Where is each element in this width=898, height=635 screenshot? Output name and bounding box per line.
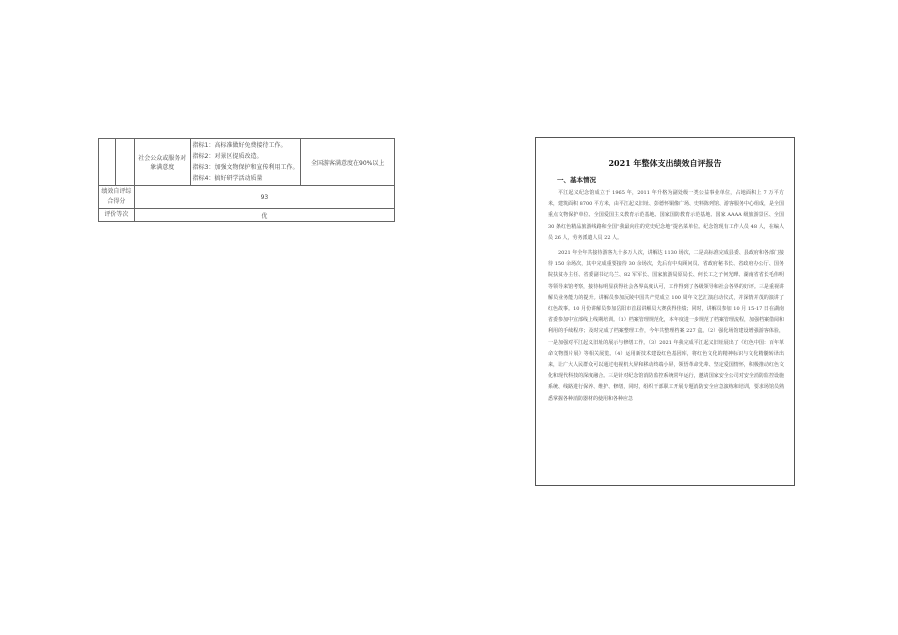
indicator-2: 指标2：对景区提质改造。: [192, 153, 263, 160]
grade-label: 评价等次: [99, 209, 135, 222]
indicator-row: [99, 139, 395, 186]
section-heading: 一、基本情况: [557, 176, 596, 184]
category-label: 社会公众或服务对象满意度: [138, 155, 187, 171]
paragraph: 2021 年全年共接待游客九十多万人次，讲解达 1130 场次，二是高标准完成县委、县政府和各部门接待 150 余场次，其中完成重要接待 30 余场次，先后有中央顾问员、省政府秘书长、省政府办公厅、国务院扶贫办主任、省委副书记乌兰、82 军军长、国家旅游局原局长、何长工之子何光曄、湖南省省长毛伟明等领导来馆考察，接待标明显获得社会各界高度认可，工作得到了各级领导和社会各界的好评。三是重视讲解员业务能力的提升。讲解员参加沅陵中国共产党成立 100 周年文艺汇演启动仪式，并深情并茂的演讲了红色故事。10 月份讲解员参加岳阳市首届讲解员大赛获得佳绩；同时，讲解员参加 10 月 15-17 日在湖南省委参加中宣部线上线期培训。（1）档案管理规范化，本年度进一步规范了档案管理流程，加强档案借阅和利用的手续程序；及时完成了档案整理工作，今年共整理档案 227 盒。（2）强化场馆建设增强游客体验，一是加强对平江起义旧址的展示与修缮工作。（3）2021 年我完成平江起义旧址展出了《红色中国：百年革命文物图片展》等相关展览。（4）运用新技术建设红色基因库，将红色文化的精神标识与文化精髓转译出来，让广大人民群众可以通过电视机大屏和移动终端小屏，领悟革命先辈、坚定爱国情怀，积极推动红色文化和现代科技的深度融合。三是针对纪念馆消防监控系统常年运行，邀请国家安全公司对安全消防监控设施系统、线路进行保养、维护、修缮，同时，组织干部职工开展专题消防安全应急演练和培训，要求场馆员熟悉掌握各种消防器材的使用和各种应急: [548, 250, 784, 402]
report-body: [548, 188, 784, 405]
grade-value: 优: [134, 209, 394, 222]
indicators-cell: [190, 139, 301, 186]
indicator-4: 指标4：搞好研学活动质量: [192, 175, 263, 182]
score-row: [99, 186, 395, 209]
score-value: 93: [134, 186, 394, 209]
blank-cell: [99, 139, 116, 186]
indicator-1: 指标1：高标准做好免费接待工作。: [192, 142, 287, 149]
report-page: [535, 137, 795, 486]
score-label: 绩效自评综合得分: [99, 186, 135, 209]
category-cell: [134, 139, 190, 186]
grade-row: [99, 209, 395, 222]
blank-cell: [115, 139, 134, 186]
target-text: 全国游客满意度在90%以上: [311, 159, 385, 167]
indicator-3: 指标3：加强文物保护和宣传利用工作。: [192, 164, 299, 171]
target-cell: [301, 139, 395, 186]
report-title: 2021 年整体支出绩效自评报告: [608, 158, 722, 168]
performance-table: [98, 138, 395, 222]
paragraph: 平江起义纪念馆成立于 1965 年，2011 年升格为副处级一类公益事业单位，占地面积上 7 万平方米，建筑面积 8700 平方米，由平江起义旧址、彭德怀铜像广场、史料陈列馆、游客服务中心组成，是全国重点文物保护单位、全国爱国主义教育示范基地、国家国防教育示范基地、国家 AAAA 级旅游景区、全国 30 条红色精品旅游线路和全国“我最向往的党史纪念地”提名菜单位。纪念馆现有工作人员 48 人，在编人员 26 人，劳务派遣人员 22 人。: [548, 190, 784, 241]
